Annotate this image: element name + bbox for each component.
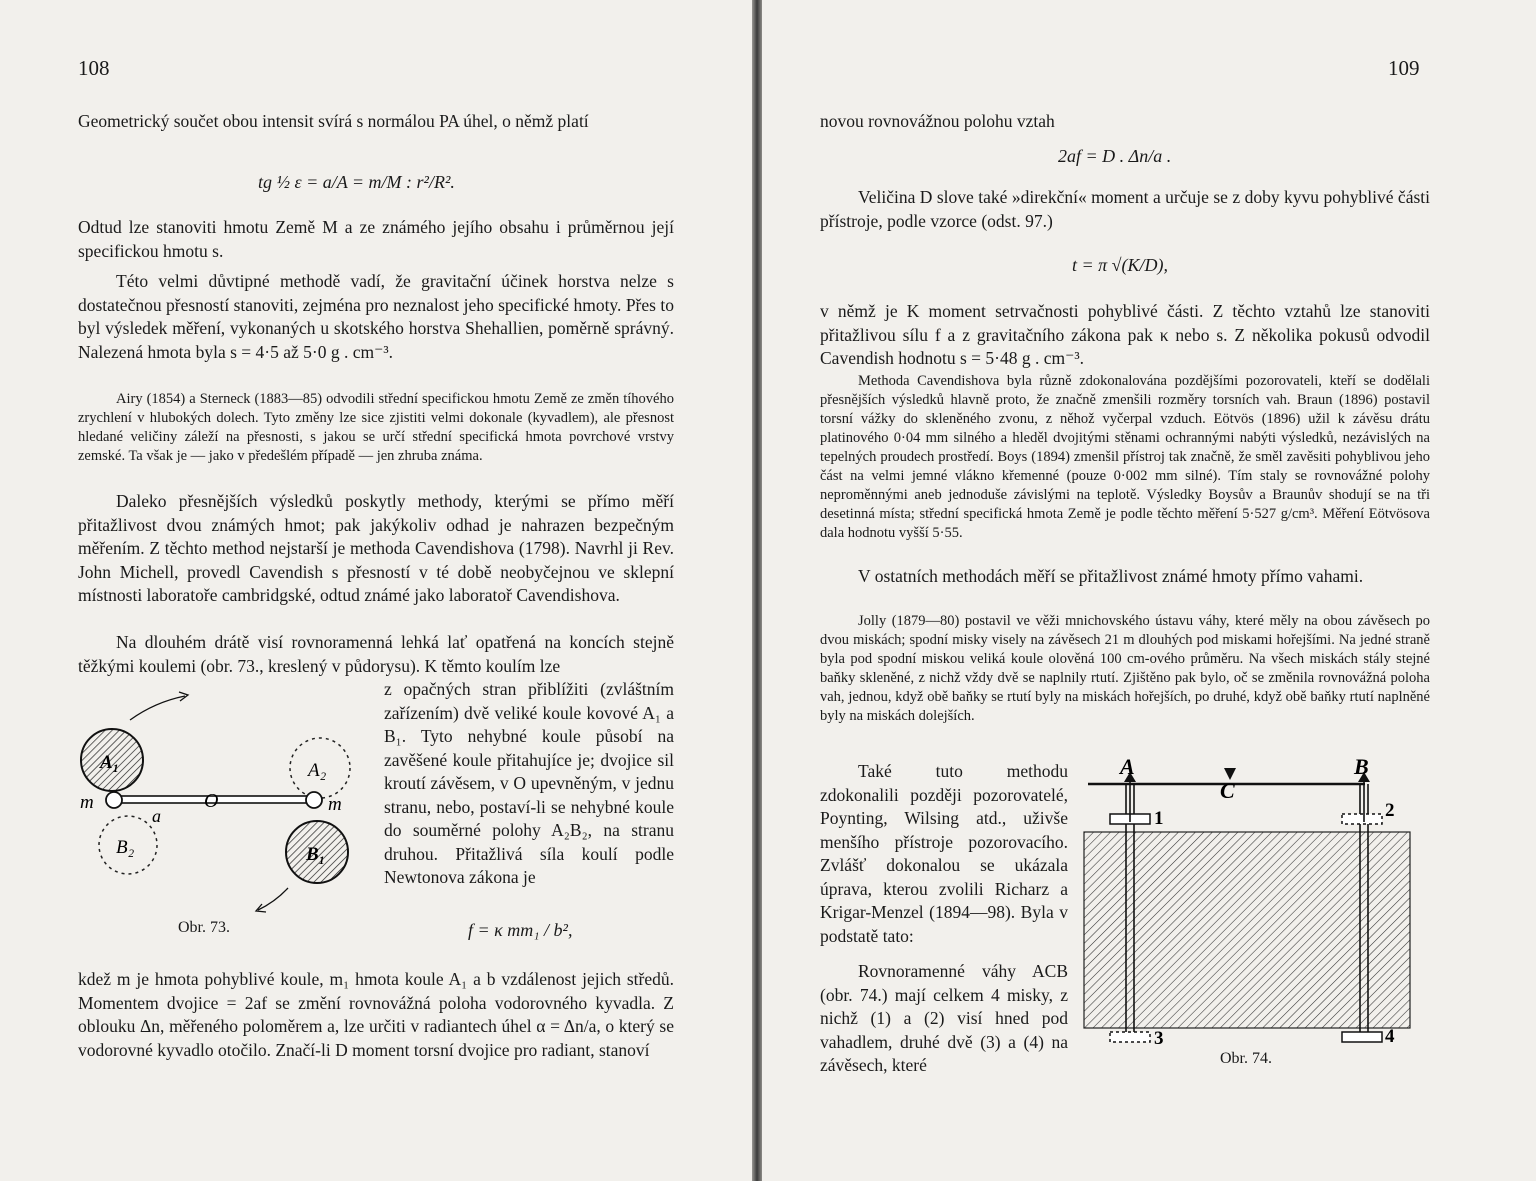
figure-73 <box>70 680 370 940</box>
label-b: B <box>1354 754 1369 779</box>
lead-block <box>1084 832 1410 1028</box>
paragraph: z opačných stran přiblížiti (zvláštním zařízením) dvě veliké koule kovové A₁ a B₁. Tyto nehybné koule působí na zavěšené koule přitahujíce je; dvojice sil kroutí závěsem, v O upevněným, v jednu stranu, nebo, postaví-li se nehybné koule do souměrné polohy A₂B₂, na stranu druhou. Přitažlivá síla koulí podle Newtonova zákona je <box>384 679 674 887</box>
page-number: 108 <box>78 56 110 80</box>
label-a: a <box>152 806 161 826</box>
pan-2 <box>1342 814 1382 824</box>
label-b2: B₂ <box>116 837 135 858</box>
label-o: O <box>204 790 219 812</box>
paragraph: Této velmi důvtipné methodě vadí, že gravitační účinek horstva nelze s dostatečnou přesností stanoviti, zejména pro neznalost jeho specifické hmoty. Přes to byl výsledek měření, vykonaných u skotského horstva Shehallien, poměrně správný. Nalezená hmota byla s = 4·5 až 5·0 g . cm⁻³. <box>78 271 674 362</box>
small-ball-left <box>106 792 122 808</box>
paragraph: Také tuto methodu zdokonalili později pozorovatelé, Poynting, Wilsing atd., uživše menšího přístroje pozorovacího. Zvlášť dokonalou se ukázala úprava, kterou zvolili Richarz a Krigar-Menzel (1894—98). Byla v podstatě tato: <box>820 761 1068 946</box>
label-3: 3 <box>1154 1028 1164 1049</box>
equation: 2af = D . Δn/a . <box>1058 146 1172 166</box>
label-a: A <box>1120 754 1135 779</box>
label-b1: B₁ <box>306 844 326 865</box>
label-m-left: m <box>80 792 94 813</box>
figure-74 <box>1080 752 1420 1057</box>
paragraph: Veličina D slove také »direkční« moment a určuje se z doby kyvu pohyblivé části přístroje, podle vzorce (odst. 97.) <box>820 187 1430 231</box>
figure-caption: Obr. 74. <box>1220 1050 1272 1067</box>
paragraph: V ostatních methodách měří se přitažlivost známé hmoty přímo vahami. <box>858 566 1364 586</box>
right-page <box>762 0 1536 1181</box>
small-paragraph: Jolly (1879—80) postavil ve věži mnichovského ústavu váhy, které měly na obou závěsech po dvou miskách; spodní misky visely na závěsech 21 m dlouhých pod miskami hořejšími. Na jedné straně byla pod spodní miskou veliká koule olověná 100 cm-ového průměru. Na všech miskách stály stejné baňky skleněné, z nichž vždy dvě se naplnily rtutí. Zjištěno pak bylo, oč se změnila rovnovážná poloha vah, jednou, když obě baňky se rtutí byly na miskách hořejších, po druhé, když obě baňky rtutí naplněné byly na miskách dolejších. <box>820 613 1430 724</box>
paragraph: v němž je K moment setrvačnosti pohyblivé části. Z těchto vztahů lze stanoviti přitažlivou sílu f a z gravitačního zákona pak κ nebo s. Z několika pokusů odvodil Cavendish hodnotu s = 5·48 g . cm⁻³. <box>820 301 1430 368</box>
label-4: 4 <box>1385 1026 1395 1047</box>
paragraph: Odtud lze stanoviti hmotu Země M a ze známého jejího obsahu i průměrnou její specifickou hmotu s. <box>78 217 674 261</box>
small-ball-right <box>306 792 322 808</box>
equation: f = κ mm₁ / b², <box>468 920 573 940</box>
label-m-right: m <box>328 794 342 815</box>
label-2: 2 <box>1385 800 1395 821</box>
small-paragraph: Airy (1854) a Sterneck (1883—85) odvodili střední specifickou hmotu Země ze změn tíhového zrychlení v hlubokých dolech. Tyto změny lze sice zjistiti velmi dokonale (kyvadlem), ale přesnost hledané veličiny záleží na přesnosti, s jakou se určí střední specifická hmota povrchové vrstvy zemské. Ta však je — jako v předešlém případě — jen zhruba známa. <box>78 391 674 464</box>
gutter <box>752 0 762 1181</box>
arrow-down <box>258 888 288 910</box>
arrow-up <box>130 696 185 720</box>
figure-caption: Obr. 73. <box>178 919 230 936</box>
label-c: C <box>1220 778 1235 803</box>
paragraph: novou rovnovážnou polohu vztah <box>820 111 1055 131</box>
pan-3 <box>1110 1032 1150 1042</box>
paragraph: Rovnoramenné váhy ACB (obr. 74.) mají celkem 4 misky, z nichž (1) a (2) visí hned pod vahadlem, druhé dvě (3) a (4) na závěsech, které <box>820 961 1068 1075</box>
paragraph: Daleko přesnějších výsledků poskytly methody, kterými se přímo měří přitažlivost dvou známých hmot; pak jakýkoliv odhad je nahrazen bezpečným měřením. Z těchto method nejstarší je methoda Cavendishova (1798). Navrhl ji Rev. John Michell, provedl Cavendish s přesností v té době neobyčejnou ve sklepní místnosti laboratoře cambridgské, odtud známé jako laboratoř Cavendishova. <box>78 491 674 605</box>
label-a2: A₂ <box>308 760 327 781</box>
page-number: 109 <box>1388 56 1420 80</box>
pan-4 <box>1342 1032 1382 1042</box>
paragraph: kdež m je hmota pohyblivé koule, m₁ hmota koule A₁ a b vzdálenost jejich středů. Momentem dvojice = 2af se změní rovnovážná poloha vodorovného kyvadla. Z oblouku Δn, měřeného poloměrem a, lze určiti v radiantech úhel α = Δn/a, o který se vodorovné kyvadlo otočilo. Značí-li D moment torsní dvojice pro radiant, stanoví <box>78 969 674 1060</box>
equation: t = π √(K/D), <box>1072 255 1169 275</box>
equation: tg ½ ε = a/A = m/M : r²/R². <box>258 172 455 192</box>
label-1: 1 <box>1154 808 1164 829</box>
label-a1: A₁ <box>100 752 120 773</box>
small-paragraph: Methoda Cavendishova byla různě zdokonalována pozdějšími pozorovateli, kteří se dodělali přesnějších výsledků hlavně proto, že značně zmenšili rozměry torsních vah. Braun (1896) postavil torsní vážky do skleněného zvonu, z něhož vyčerpal vzduch. Eötvös (1896) užil k závěsu drátu platinového 0·04 mm silného a hleděl dvojitými stěnami ochrannými nabýti výsledků, nezávislých na tepelných proudech prostředí. Boys (1894) zmenšil přístroj tak značně, že směl zavěsiti pohyblivou jeho část na velmi jemné vlákno křemenné (pouze 0·002 mm silné). Tím staly se rovnovážné polohy neproměnnými aneb jednoduše závislými na teplotě. Výsledky Boysův a Braunův shodují se na tři desetinná místa; střední specifická hmota Země je podle těchto měření 5·527 g/cm³. Měření Eötvösova dala hodnotu vyšší 5·55. <box>820 373 1430 541</box>
paragraph: Na dlouhém drátě visí rovnoramenná lehká lať opatřená na koncích stejně těžkými koulemi (obr. 73., kreslený v půdorysu). K těmto koulím lze <box>78 632 674 676</box>
left-page <box>0 0 752 1181</box>
paragraph: Geometrický součet obou intensit svírá s normálou PA úhel, o němž platí <box>78 111 589 131</box>
